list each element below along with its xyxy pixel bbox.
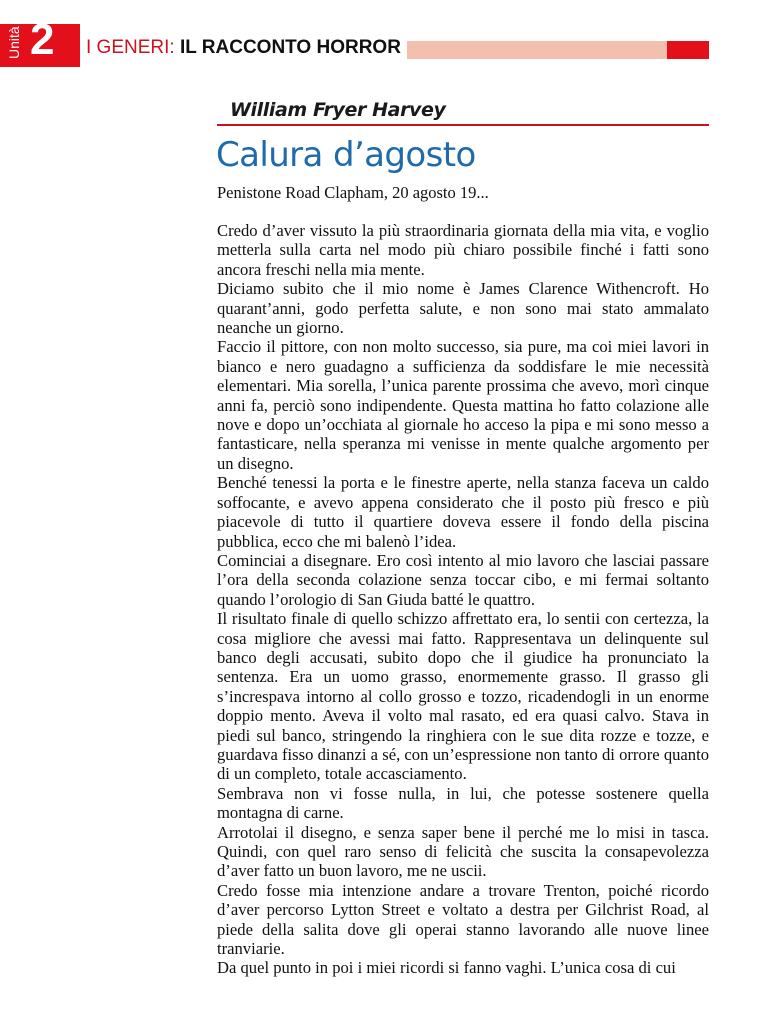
section-separator: :	[169, 37, 175, 58]
unit-label: Unità	[6, 26, 22, 59]
paragraph: Faccio il pittore, con non molto successo, sia pure, ma coi miei lavori in bianco e nero guadagno a sufficienza da soddisfare le mie necessità elementari. Mia sorella, l’unica parente prossima che avevo, morì cinque anni fa, perciò sono indipendente. Questa mattina ho fatto colazione alle nove e dopo un’occhiata al giornale ho acceso la pipa e mi sono messo a fantasticare, nella speranza mi venisse in mente qualche argomento per un disegno.	[217, 337, 709, 473]
paragraph: Diciamo subito che il mio nome è James Clarence Withencroft. Ho quarant’anni, godo perfetta salute, e non sono mai stato ammalato neanche un giorno.	[217, 279, 709, 338]
story-body	[217, 221, 709, 978]
unit-underline	[0, 64, 80, 67]
paragraph: Il risultato finale di quello schizzo affrettato era, lo sentii con certezza, la cosa migliore che avessi mai fatto. Rappresentava un delinquente sul banco degli accusati, subito dopo che il giudice ha pronunciato la sentenza. Era un uomo grasso, enormemente grasso. Il grasso gli s’increspava intorno al collo grosso e tozzo, ricadendogli in un enorme doppio mento. Aveva il volto mal rasato, ed era quasi calvo. Stava in piedi sul banco, stringendo la ringhiera con le sue dita rozze e tozze, e guardava fisso dinanzi a sé, con un’espressione non tanto di orrore quanto di un completo, totale accasciamento.	[217, 609, 709, 784]
header-band-pink	[407, 41, 667, 59]
header-band-red	[667, 41, 709, 59]
paragraph: Benché tenessi la porta e le finestre aperte, nella stanza faceva un caldo soffocante, e avevo appena considerato che il posto più fresco e più piacevole di tutto il quartiere doveva essere il fondo della piscina pubblica, ecco che mi balenò l’idea.	[217, 473, 709, 551]
section-title	[86, 38, 401, 58]
story-title: Calura d’agosto	[216, 135, 476, 175]
paragraph: Da quel punto in poi i miei ricordi si fanno vaghi. L’unica cosa di cui	[217, 958, 676, 978]
paragraph: Arrotolai il disegno, e senza saper bene il perché me lo misi in tasca. Quindi, con quel raro senso di felicità che suscita la consapevolezza d’aver fatto un buon lavoro, me ne uscii.	[217, 822, 709, 881]
author-name: William Fryer Harvey	[230, 99, 446, 121]
section-topic: IL RACCONTO HORROR	[179, 37, 401, 58]
dateline: Penistone Road Clapham, 20 agosto 19...	[217, 183, 489, 202]
unit-number: 2	[30, 15, 55, 64]
page-header	[0, 0, 768, 70]
section-label: I GENERI	[86, 37, 170, 58]
author-divider	[217, 124, 709, 126]
paragraph: Cominciai a disegnare. Ero così intento al mio lavoro che lasciai passare l’ora della seconda colazione senza toccar cibo, e mi fermai soltanto quando l’orologio di San Giuda batté le quattro.	[217, 550, 709, 609]
paragraph: Credo fosse mia intenzione andare a trovare Trenton, poiché ricordo d’aver percorso Lytton Street e voltato a destra per Gilchrist Road, al piede della salita dove gli operai stanno lavorando alle nuove linee tranviarie.	[217, 880, 709, 959]
paragraph: Sembrava non vi fosse nulla, in lui, che potesse sostenere quella montagna di carne.	[217, 783, 709, 823]
paragraph: Credo d’aver vissuto la più straordinaria giornata della mia vita, e voglio metterla sulla carta nel modo più chiaro possibile finché i fatti sono ancora freschi nella mia mente.	[217, 221, 709, 279]
